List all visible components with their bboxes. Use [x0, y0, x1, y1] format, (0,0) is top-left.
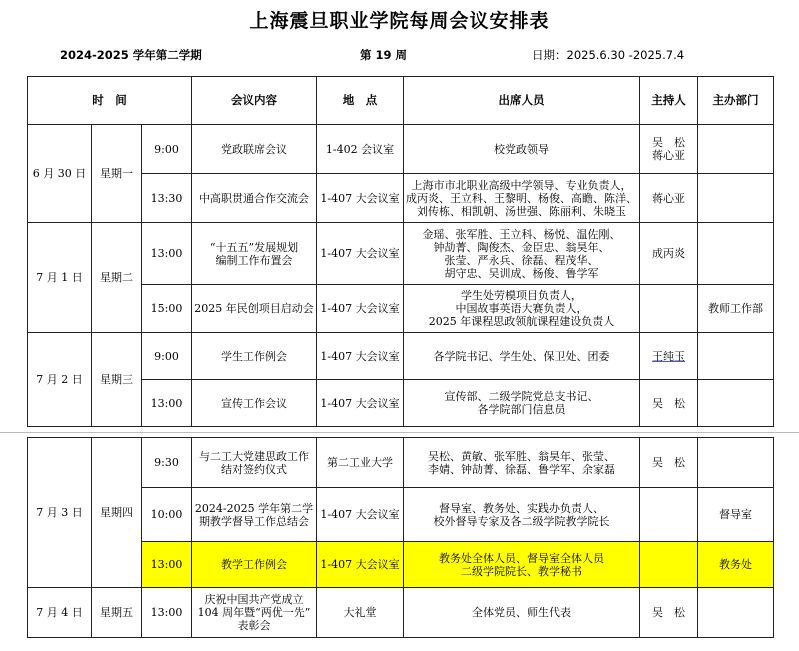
host-cell: 王纯玉	[640, 333, 698, 380]
organizer-cell	[698, 223, 774, 285]
weekday-cell: 星期四	[92, 438, 142, 588]
organizer-cell	[698, 588, 774, 638]
attendees-cell: 学生处劳模项目负责人， 中国故事英语大赛负责人， 2025 年课程思政领航课程建设负责人	[404, 285, 640, 333]
host-cell	[640, 542, 698, 588]
weekday-cell: 星期一	[92, 125, 142, 223]
weekday-cell: 星期五	[92, 588, 142, 638]
table-row	[28, 333, 774, 380]
table-row	[28, 588, 774, 638]
header-content: 会议内容	[192, 77, 317, 125]
header-attendees: 出席人员	[404, 77, 640, 125]
time-cell: 10:00	[142, 488, 192, 542]
location-cell: 1-407 大会议室	[317, 223, 404, 285]
weekday-cell: 星期二	[92, 223, 142, 333]
time-cell: 13:00	[142, 588, 192, 638]
header-host: 主持人	[640, 77, 698, 125]
attendees-cell: 校党政领导	[404, 125, 640, 174]
header-location: 地 点	[317, 77, 404, 125]
organizer-cell	[698, 438, 774, 488]
host-cell	[640, 285, 698, 333]
attendees-cell: 上海市市北职业高级中学领导、专业负责人， 成丙炎、王立科、王黎明、杨俊、高瞻、陈洋、 刘传栋、相凯朝、汤世强、陈丽利、朱晓玉	[404, 174, 640, 223]
host-cell: 蒋心亚	[640, 174, 698, 223]
organizer-cell: 教务处	[698, 542, 774, 588]
attendees-cell: 各学院书记、学生处、保卫处、团委	[404, 333, 640, 380]
table-row	[28, 125, 774, 174]
date-cell: 7 月 1 日	[28, 223, 92, 333]
content-cell: 宣传工作会议	[192, 380, 317, 427]
host-cell: 吴 松 蒋心亚	[640, 125, 698, 174]
header-time: 时 间	[28, 77, 192, 125]
time-cell: 13:00	[142, 542, 192, 588]
organizer-cell	[698, 380, 774, 427]
host-cell: 成丙炎	[640, 223, 698, 285]
content-cell: 庆祝中国共产党成立 104 周年暨“两优一先” 表彰会	[192, 588, 317, 638]
date-cell: 7 月 2 日	[28, 333, 92, 427]
content-cell: 2025 年民创项目启动会	[192, 285, 317, 333]
location-cell: 1-402 会议室	[317, 125, 404, 174]
host-cell: 吴 松	[640, 438, 698, 488]
content-cell: “十五五”发展规划 编制工作布置会	[192, 223, 317, 285]
date-cell: 7 月 3 日	[28, 438, 92, 588]
semester-label: 2024-2025 学年第二学期	[60, 48, 202, 62]
organizer-cell	[698, 174, 774, 223]
host-cell: 吴 松	[640, 588, 698, 638]
location-cell: 1-407 大会议室	[317, 380, 404, 427]
location-cell: 1-407 大会议室	[317, 174, 404, 223]
attendees-cell: 吴松、黄敏、张军胜、翁昊年、张莹、 李婧、钟劼菁、徐磊、鲁学军、余家磊	[404, 438, 640, 488]
time-cell: 9:00	[142, 333, 192, 380]
time-cell: 13:00	[142, 223, 192, 285]
location-cell: 1-407 大会议室	[317, 542, 404, 588]
time-cell: 13:30	[142, 174, 192, 223]
page-title: 上海震旦职业学院每周会议安排表	[249, 10, 550, 32]
content-cell: 教学工作例会	[192, 542, 317, 588]
host-cell: 吴 松	[640, 380, 698, 427]
header-organizer: 主办部门	[698, 77, 774, 125]
attendees-cell: 教务处全体人员、督导室全体人员 二级学院院长、教学秘书	[404, 542, 640, 588]
table-row	[28, 438, 774, 488]
attendees-cell: 督导室、教务处、实践办负责人、 校外督导专家及各二级学院教学院长	[404, 488, 640, 542]
content-cell: 2024-2025 学年第二学 期教学督导工作总结会	[192, 488, 317, 542]
week-label: 第 19 周	[360, 48, 408, 62]
organizer-cell	[698, 333, 774, 380]
content-cell: 中高职贯通合作交流会	[192, 174, 317, 223]
time-cell: 9:00	[142, 125, 192, 174]
page-break	[0, 432, 799, 433]
location-cell: 第二工业大学	[317, 438, 404, 488]
date-cell: 6 月 30 日	[28, 125, 92, 223]
attendees-cell: 宣传部、二级学院党总支书记、 各学院部门信息员	[404, 380, 640, 427]
attendees-cell: 全体党员、师生代表	[404, 588, 640, 638]
organizer-cell: 教师工作部	[698, 285, 774, 333]
schedule-table-page2	[27, 437, 774, 638]
content-cell: 与二工大党建思政工作 结对签约仪式	[192, 438, 317, 488]
location-cell: 1-407 大会议室	[317, 285, 404, 333]
time-cell: 15:00	[142, 285, 192, 333]
location-cell: 大礼堂	[317, 588, 404, 638]
date-range-label: 日期：2025.6.30 -2025.7.4	[532, 48, 685, 62]
host-cell	[640, 488, 698, 542]
content-cell: 学生工作例会	[192, 333, 317, 380]
header-row	[28, 77, 774, 125]
location-cell: 1-407 大会议室	[317, 488, 404, 542]
organizer-cell	[698, 125, 774, 174]
weekday-cell: 星期三	[92, 333, 142, 427]
location-cell: 1-407 大会议室	[317, 333, 404, 380]
schedule-table-page1	[27, 76, 774, 427]
attendees-cell: 金瑶、张军胜、王立科、杨悦、温佐刚、 钟劼菁、陶俊杰、金臣忠、翁昊年、 张莹、严永兵、徐磊、程茂华、 胡守忠、吴训成、杨俊、鲁学军	[404, 223, 640, 285]
organizer-cell: 督导室	[698, 488, 774, 542]
time-cell: 9:30	[142, 438, 192, 488]
content-cell: 党政联席会议	[192, 125, 317, 174]
time-cell: 13:00	[142, 380, 192, 427]
table-row	[28, 223, 774, 285]
date-cell: 7 月 4 日	[28, 588, 92, 638]
